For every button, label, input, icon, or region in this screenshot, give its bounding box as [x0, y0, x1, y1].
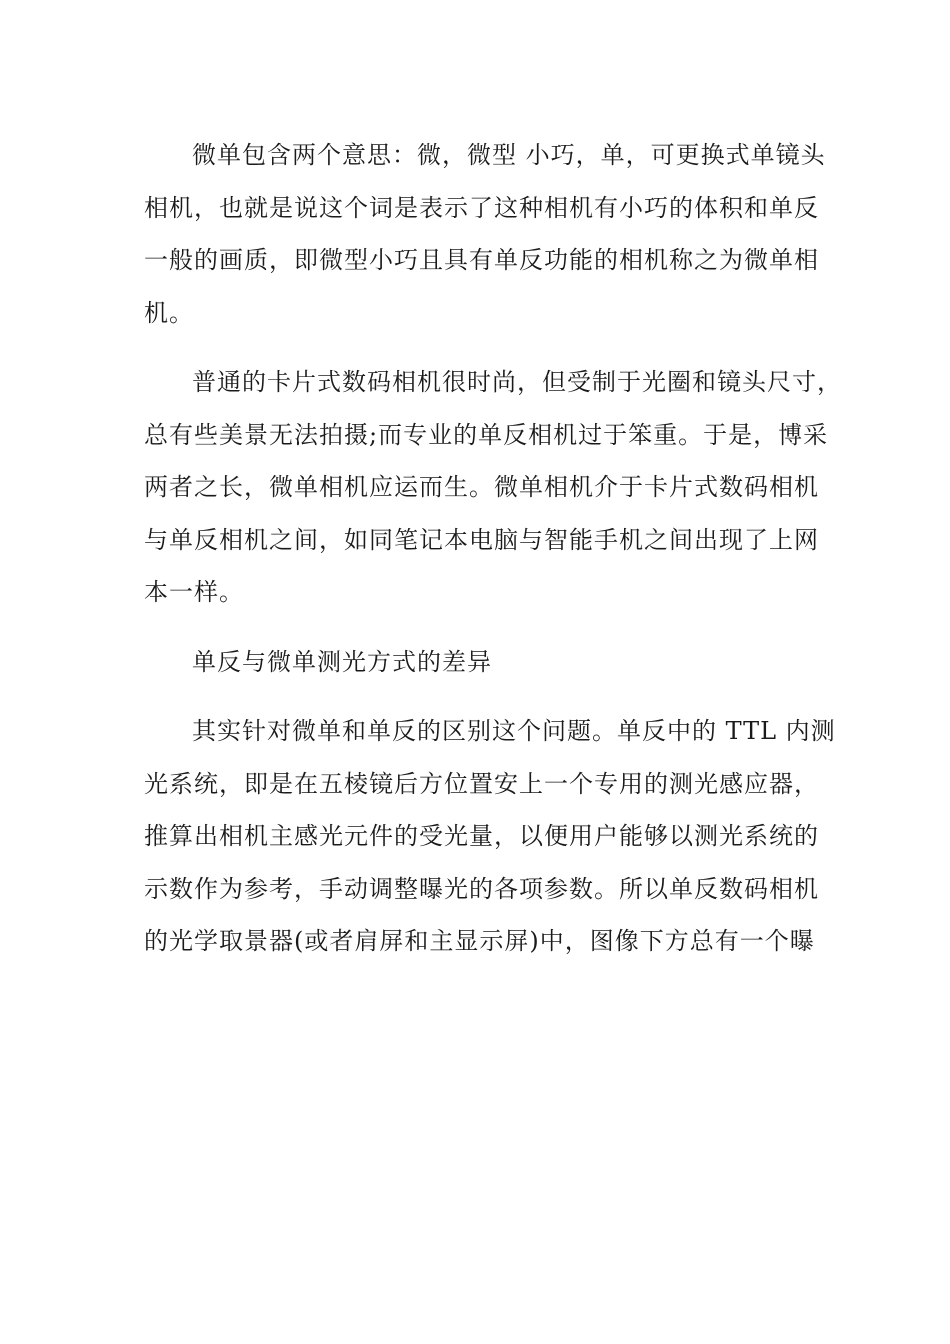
paragraph-1 — [144, 129, 826, 339]
paragraph-line: 与单反相机之间，如同笔记本电脑与智能手机之间出现了上网 — [144, 525, 819, 554]
paragraph-line: 的光学取景器(或者肩屏和主显示屏)中，图像下方总有一个曝 — [144, 927, 815, 955]
document-body — [144, 129, 842, 968]
paragraph-line: 总有些美景无法拍摄;而专业的单反相机过于笨重。于是，博采 — [144, 420, 829, 449]
paragraph-line: 推算出相机主感光元件的受光量，以便用户能够以测光系统的 — [144, 822, 819, 850]
paragraph-line: 本一样。 — [144, 578, 244, 606]
paragraph-2 — [144, 356, 842, 619]
paragraph-line: 一般的画质，即微型小巧且具有单反功能的相机称之为微单相 — [144, 246, 819, 274]
paragraph-3 — [144, 705, 836, 968]
section-heading — [144, 636, 814, 689]
paragraph-line: 普通的卡片式数码相机很时尚，但受制于光圈和镜头尺寸， — [192, 368, 842, 396]
paragraph-line: 光系统，即是在五棱镜后方位置安上一个专用的测光感应器， — [144, 769, 819, 798]
paragraph-line: 两者之长，微单相机应运而生。微单相机介于卡片式数码相机 — [144, 473, 819, 501]
paragraph-line: 微单包含两个意思：微，微型 小巧，单，可更换式单镜头 — [192, 141, 826, 169]
paragraph-line: 示数作为参考，手动调整曝光的各项参数。所以单反数码相机 — [144, 874, 819, 903]
paragraph-line: 其实针对微单和单反的区别这个问题。单反中的 TTL 内测 — [192, 717, 836, 745]
paragraph-line: 相机，也就是说这个词是表示了这种相机有小巧的体积和单反 — [144, 193, 819, 222]
section-heading-text: 单反与微单测光方式的差异 — [192, 647, 492, 676]
paragraph-line: 机。 — [144, 298, 194, 327]
